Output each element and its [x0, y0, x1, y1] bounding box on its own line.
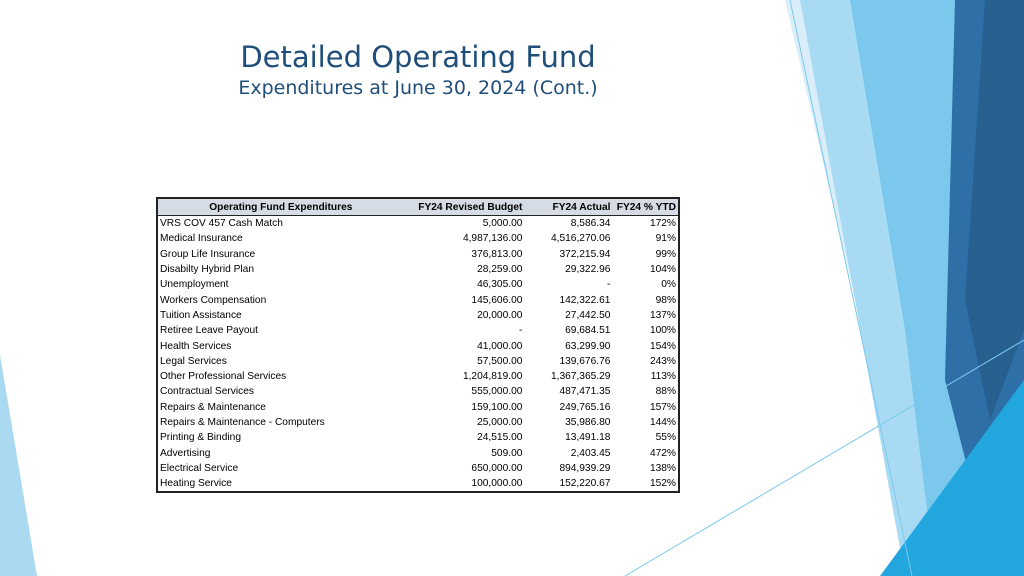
table-row	[157, 461, 679, 476]
table-row	[157, 445, 679, 460]
row-label: Retiree Leave Payout	[160, 325, 258, 337]
table-row	[157, 277, 679, 292]
row-budget: 28,259.00	[477, 264, 523, 276]
row-label: Electrical Service	[160, 462, 239, 474]
header-expenditures: Operating Fund Expenditures	[157, 198, 404, 216]
row-label: Repairs & Maintenance - Computers	[160, 417, 325, 428]
row-ytd: 152%	[649, 478, 676, 490]
row-budget: 46,305.00	[477, 279, 523, 291]
row-ytd: 55%	[655, 432, 676, 444]
row-label: Health Services	[160, 340, 232, 352]
row-ytd: 138%	[649, 462, 676, 474]
row-label: Heating Service	[160, 478, 232, 490]
row-ytd: 100%	[649, 325, 676, 337]
row-actual: 63,299.90	[565, 340, 611, 352]
table-row	[157, 476, 679, 492]
row-ytd: 137%	[649, 309, 676, 321]
row-ytd: 144%	[649, 417, 676, 428]
row-budget: 1,204,819.00	[462, 371, 523, 383]
row-label: Advertising	[160, 447, 211, 459]
row-actual: 8,586.34	[570, 218, 611, 230]
row-budget: 41,000.00	[477, 340, 523, 352]
row-actual: 894,939.29	[559, 462, 611, 474]
row-ytd: 0%	[661, 279, 676, 291]
row-ytd: 113%	[650, 371, 676, 383]
row-actual: 29,322.96	[565, 264, 611, 276]
row-actual: 35,986.80	[565, 417, 611, 428]
row-label: Unemployment	[160, 279, 229, 291]
row-ytd: 98%	[655, 294, 676, 306]
row-actual: 152,220.67	[559, 478, 611, 490]
table-row	[157, 384, 679, 399]
row-budget: 555,000.00	[471, 386, 523, 398]
row-budget: 650,000.00	[471, 462, 523, 474]
row-actual: 69,684.51	[565, 325, 611, 337]
header-ytd-percent: FY24 % YTD	[612, 198, 679, 216]
row-budget: 376,813.00	[471, 248, 523, 260]
table-row	[157, 415, 679, 430]
table-header-row	[157, 198, 679, 216]
row-actual: 139,676.76	[559, 355, 611, 367]
row-budget: 4,987,136.00	[462, 233, 523, 245]
row-actual: 249,765.16	[559, 401, 611, 413]
row-budget: 145,606.00	[471, 294, 523, 306]
row-ytd: 154%	[649, 340, 676, 352]
row-budget: 24,515.00	[477, 432, 523, 444]
row-actual: 27,442.50	[565, 309, 611, 321]
table-row	[157, 354, 679, 369]
table-row	[157, 338, 679, 353]
row-label: Printing & Binding	[160, 432, 241, 444]
row-actual: 4,516,270.06	[550, 233, 611, 245]
row-label: VRS COV 457 Cash Match	[160, 218, 283, 230]
header-actual: FY24 Actual	[524, 198, 612, 216]
table-row	[157, 369, 679, 384]
row-label: Other Professional Services	[160, 371, 287, 383]
table-row	[157, 262, 679, 277]
row-budget: -	[519, 325, 523, 337]
table-row	[157, 400, 679, 415]
row-actual: 13,491.18	[565, 432, 611, 444]
row-ytd: 472%	[649, 447, 676, 459]
row-ytd: 172%	[649, 218, 676, 230]
row-budget: 100,000.00	[471, 478, 523, 490]
row-label: Contractual Services	[160, 386, 254, 398]
row-label: Medical Insurance	[160, 233, 243, 245]
row-budget: 25,000.00	[477, 417, 523, 428]
row-label: Legal Services	[160, 355, 227, 367]
row-label: Repairs & Maintenance	[160, 401, 266, 413]
row-budget: 20,000.00	[477, 309, 523, 321]
row-actual: 487,471.35	[559, 386, 611, 398]
row-label: Workers Compensation	[160, 294, 267, 306]
row-actual: 1,367,365.29	[550, 371, 611, 383]
row-budget: 509.00	[491, 447, 523, 459]
row-actual: 142,322.61	[559, 294, 611, 306]
slide-subtitle: Expenditures at June 30, 2024 (Cont.)	[238, 77, 598, 99]
row-ytd: 104%	[649, 264, 676, 276]
row-ytd: 157%	[649, 401, 676, 413]
table-row	[157, 292, 679, 307]
table-row	[157, 308, 679, 323]
row-ytd: 88%	[655, 386, 676, 398]
row-actual: 2,403.45	[570, 447, 611, 459]
header-revised-budget: FY24 Revised Budget	[404, 198, 525, 216]
expenditures-table	[156, 197, 680, 493]
row-ytd: 99%	[655, 248, 676, 260]
row-ytd: 91%	[655, 233, 676, 245]
row-label: Disabilty Hybrid Plan	[160, 264, 254, 276]
row-budget: 57,500.00	[477, 355, 523, 367]
row-actual: 372,215.94	[559, 248, 611, 260]
row-budget: 5,000.00	[482, 218, 523, 230]
table-row	[157, 231, 679, 246]
table-row	[157, 216, 679, 232]
row-actual: -	[607, 279, 611, 291]
left-accent-shape	[0, 355, 37, 576]
row-budget: 159,100.00	[471, 401, 523, 413]
table-row	[157, 247, 679, 262]
table-row	[157, 323, 679, 338]
row-label: Group Life Insurance	[160, 248, 256, 260]
row-ytd: 243%	[649, 355, 676, 367]
table-row	[157, 430, 679, 445]
slide-title: Detailed Operating Fund	[240, 40, 596, 74]
row-label: Tuition Assistance	[160, 309, 242, 321]
